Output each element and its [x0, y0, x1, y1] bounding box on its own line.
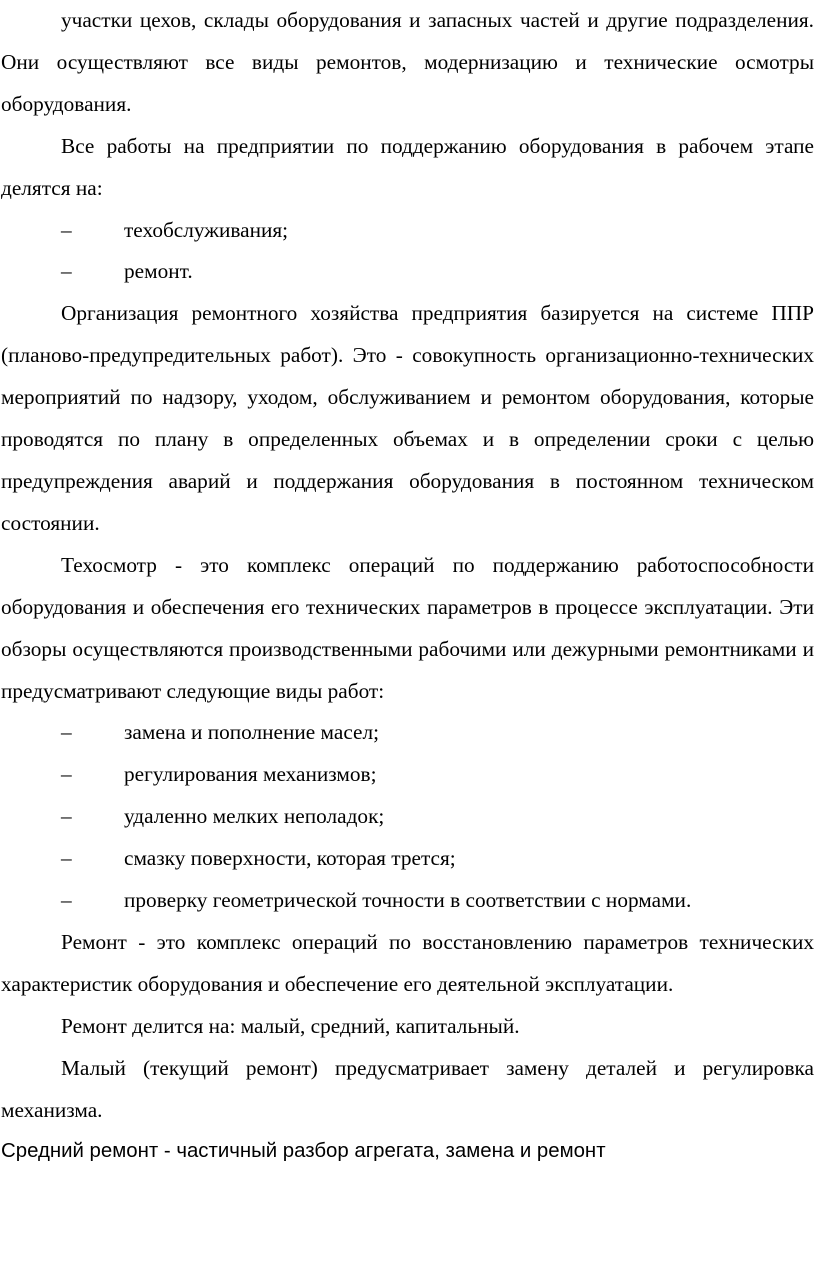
paragraph-6: Ремонт делится на: малый, средний, капитальный. — [61, 1013, 520, 1038]
inspection-works-list — [1, 712, 814, 922]
maintenance-types-list — [1, 210, 814, 294]
list-item-text: замена и пополнение масел; — [124, 720, 380, 745]
paragraph-1: участки цехов, склады оборудования и запасных частей и другие подразделения. Они осуществляют все виды ремонтов, модернизацию и технические осмотры оборудования. — [1, 8, 814, 116]
dash-marker: – — [61, 217, 72, 242]
last-line: Средний ремонт - частичный разбор агрегата, замена и ремонт — [1, 1140, 606, 1163]
dash-marker: – — [61, 762, 72, 787]
paragraph-7: Малый (текущий ремонт) предусматривает замену деталей и регулировка механизма. — [1, 1055, 814, 1122]
dash-marker: – — [61, 720, 72, 745]
list-item — [1, 251, 814, 293]
list-item-text: техобслуживания; — [124, 217, 289, 242]
dash-marker: – — [61, 259, 72, 284]
list-item-text: удаленно мелких неполадок; — [124, 804, 385, 829]
list-item — [1, 210, 814, 252]
list-item — [1, 712, 814, 754]
dash-marker: – — [61, 888, 72, 913]
paragraph-2: Все работы на предприятии по поддержанию оборудования в рабочем этапе делятся на: — [1, 133, 814, 200]
list-item — [1, 796, 814, 838]
list-item — [1, 838, 814, 880]
paragraph-5: Ремонт - это комплекс операций по восстановлению параметров технических характеристик оборудования и обеспечение его деятельной эксплуатации. — [1, 929, 814, 996]
dash-marker: – — [61, 846, 72, 871]
list-item-text: смазку поверхности, которая трется; — [124, 846, 456, 871]
list-item-text: ремонт. — [124, 259, 193, 284]
list-item-text: проверку геометрической точности в соответствии с нормами. — [124, 888, 692, 913]
list-item-text: регулирования механизмов; — [124, 762, 377, 787]
dash-marker: – — [61, 804, 72, 829]
list-item — [1, 880, 814, 922]
paragraph-4: Техосмотр - это комплекс операций по поддержанию работоспособности оборудования и обеспечения его технических параметров в процессе эксплуатации. Эти обзоры осуществляются производственными рабочими или дежурными ремонтниками и предусматривают следующие виды работ: — [1, 552, 814, 703]
paragraph-3: Организация ремонтного хозяйства предприятия базируется на системе ППР (планово-предупредительных работ). Это - совокупность организационно-технических мероприятий по надзору, уходом, обслуживанием и ремонтом оборудования, которые проводятся по плану в определенных объемах и в определении сроки с целью предупреждения аварий и поддержания оборудования в постоянном техническом состоянии. — [1, 301, 814, 535]
list-item — [1, 754, 814, 796]
